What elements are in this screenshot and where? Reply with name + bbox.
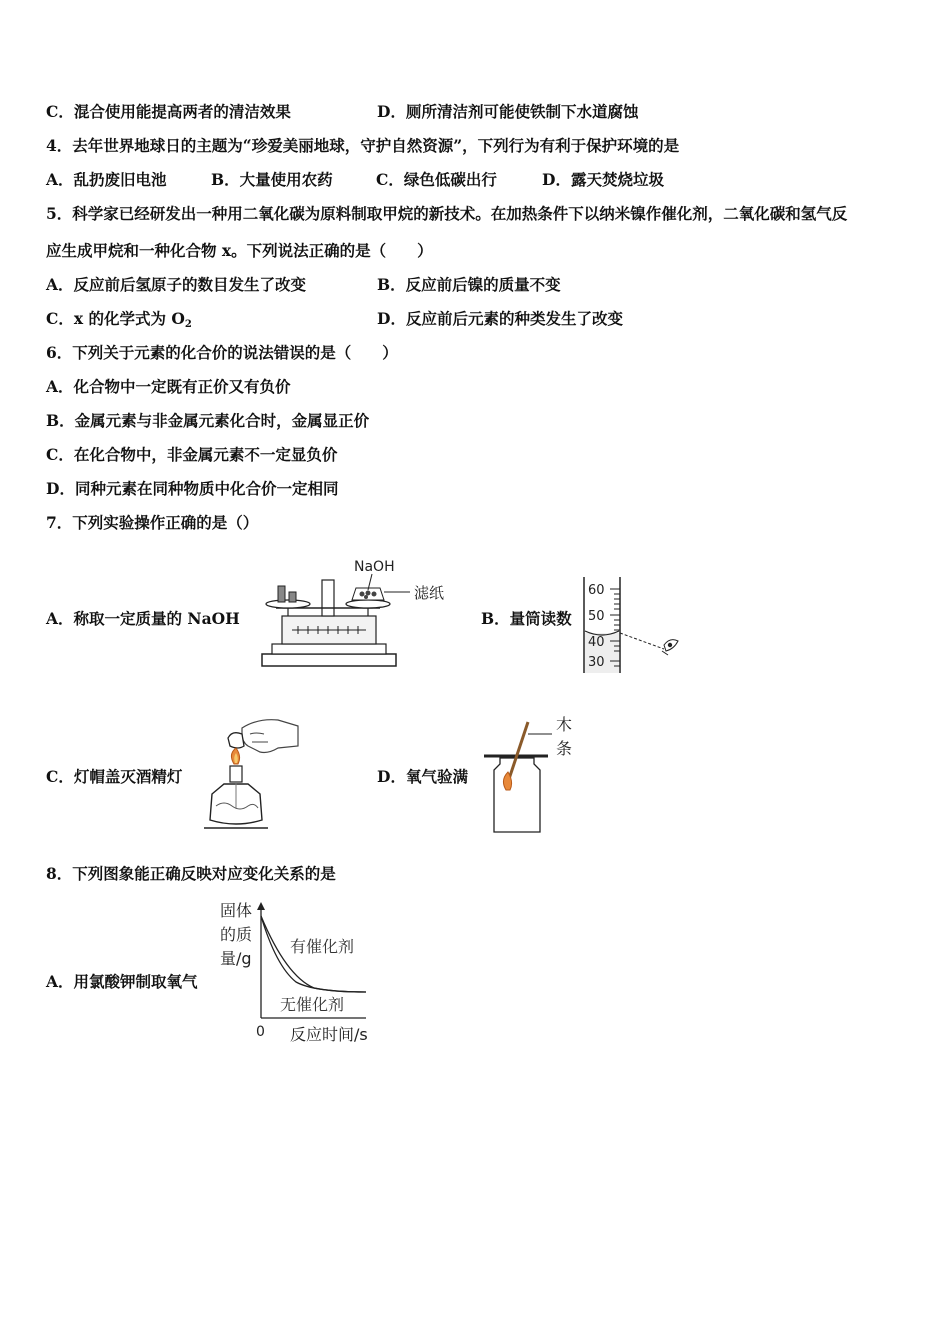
q4-option-b: B．大量使用农药 xyxy=(211,170,333,189)
q7-option-a: A．称取一定质量的 NaOH xyxy=(46,609,240,628)
x-axis-label: 反应时间/s xyxy=(290,1025,368,1044)
q5-stem-line1: 5．科学家已经研发出一种用二氧化碳为原料制取甲烷的新技术。在加热条件下以纳米镍作催化剂，二氧化碳和氢气反 xyxy=(46,204,848,223)
subscript: 2 xyxy=(184,319,192,330)
q4-option-a: A．乱扔废旧电池 xyxy=(46,170,167,189)
q8-stem: 8．下列图象能正确反映对应变化关系的是 xyxy=(46,864,336,883)
y-axis-arrow xyxy=(257,902,265,910)
q5-stem-line2: 应生成甲烷和一种化合物 x。下列说法正确的是（ ） xyxy=(46,241,433,260)
stick-label-2: 条 xyxy=(556,739,573,758)
q4-option-d: D．露天焚烧垃圾 xyxy=(542,170,664,189)
origin-label: 0 xyxy=(256,1024,265,1040)
q6-option-b: B．金属元素与非金属元素化合时，金属显正价 xyxy=(46,411,370,430)
tick-50: 50 xyxy=(588,609,605,624)
q7-stem: 7．下列实验操作正确的是（） xyxy=(46,513,259,532)
q5-option-a: A．反应前后氢原子的数目发生了改变 xyxy=(46,275,307,294)
balance-figure xyxy=(258,558,458,673)
q3-option-c: C．混合使用能提高两者的清洁效果 xyxy=(46,102,291,121)
alcohol-lamp-figure xyxy=(198,712,306,837)
q7-option-b: B．量筒读数 xyxy=(481,609,572,628)
tick-40: 40 xyxy=(588,635,605,650)
q6-option-d: D．同种元素在同种物质中化合价一定相同 xyxy=(46,479,339,498)
y-axis-label-line1: 固体 xyxy=(220,901,253,920)
q6-stem: 6．下列关于元素的化合价的说法错误的是（ ） xyxy=(46,343,398,362)
y-axis-label-line2: 的质 xyxy=(220,925,253,944)
hand-icon xyxy=(242,720,298,753)
filter-paper-label: 滤纸 xyxy=(414,584,445,602)
q5-option-d: D．反应前后元素的种类发生了改变 xyxy=(377,309,623,328)
y-axis-label-line3: 量/g xyxy=(220,949,252,968)
q6-option-c: C．在化合物中，非金属元素不一定显负价 xyxy=(46,445,338,464)
q5-option-c: C．x 的化学式为 $O_2$ xyxy=(46,309,192,330)
q7-option-c: C．灯帽盖灭酒精灯 xyxy=(46,767,183,786)
q8-chart xyxy=(214,896,384,1046)
q6-option-a: A．化合物中一定既有正价又有负价 xyxy=(46,377,291,396)
q3-option-d: D．厕所清洁剂可能使铁制下水道腐蚀 xyxy=(377,102,639,121)
q4-stem: 4．去年世界地球日的主题为“珍爱美丽地球，守护自然资源”，下列行为有利于保护环境的是 xyxy=(46,136,680,155)
tick-30: 30 xyxy=(588,655,605,670)
eye-icon xyxy=(662,640,678,655)
legend-without-catalyst: 无催化剂 xyxy=(280,995,345,1014)
q7-option-d: D．氧气验满 xyxy=(377,767,468,786)
tick-60: 60 xyxy=(588,583,605,598)
cylinder-figure xyxy=(578,575,686,675)
q5-option-b: B．反应前后镍的质量不变 xyxy=(377,275,561,294)
stick-label-1: 木 xyxy=(556,715,573,734)
q4-option-c: C．绿色低碳出行 xyxy=(376,170,497,189)
oxygen-test-figure xyxy=(482,712,582,837)
q8-option-a: A．用氯酸钾制取氧气 xyxy=(46,972,198,991)
legend-with-catalyst: 有催化剂 xyxy=(290,937,355,956)
naoh-label: NaOH xyxy=(354,559,395,575)
